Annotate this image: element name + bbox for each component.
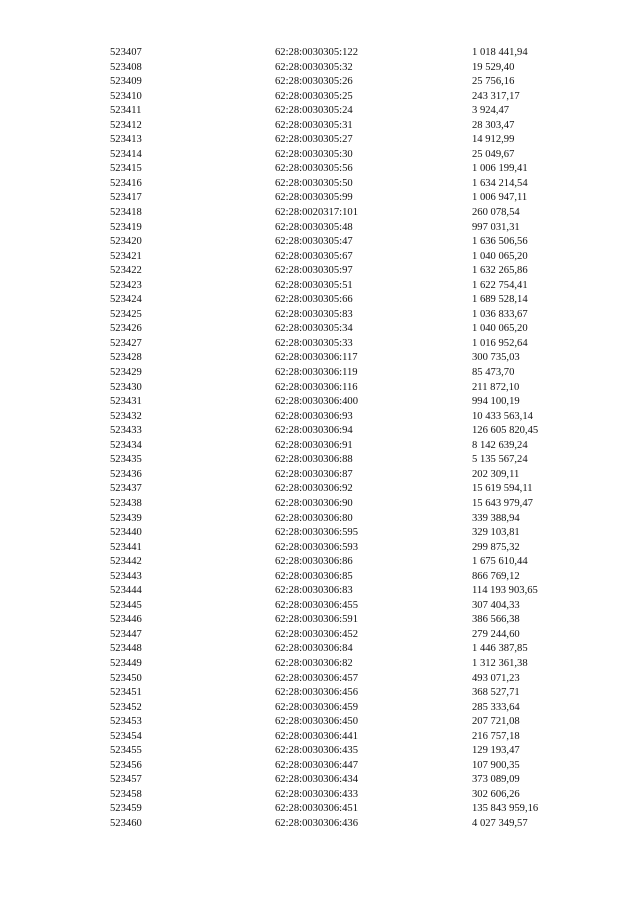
- row-number: 523446: [110, 614, 142, 626]
- cadastral-value: 1 036 833,67: [472, 308, 528, 320]
- cadastral-value: 10 433 563,14: [472, 410, 533, 422]
- cadastral-value: 1 006 947,11: [472, 192, 528, 204]
- table-row: [0, 570, 640, 585]
- cadastral-value: 207 721,08: [472, 716, 520, 728]
- table-row: [0, 672, 640, 687]
- cadastral-number: 62:28:0030306:80: [275, 512, 353, 524]
- table-row: [0, 628, 640, 643]
- table-row: [0, 46, 640, 61]
- cadastral-number: 62:28:0030305:24: [275, 105, 353, 117]
- row-number: 523440: [110, 527, 142, 539]
- cadastral-value: 4 027 349,57: [472, 817, 528, 829]
- table-row: [0, 308, 640, 323]
- row-number: 523444: [110, 585, 142, 597]
- table-row: [0, 235, 640, 250]
- row-number: 523415: [110, 163, 142, 175]
- cadastral-value: 1 016 952,64: [472, 337, 528, 349]
- cadastral-value: 8 142 639,24: [472, 439, 528, 451]
- cadastral-value: 114 193 903,65: [472, 585, 538, 597]
- row-number: 523458: [110, 788, 142, 800]
- table-row: [0, 177, 640, 192]
- cadastral-value: 1 018 441,94: [472, 47, 528, 58]
- row-number: 523412: [110, 119, 142, 131]
- cadastral-value: 19 529,40: [472, 61, 515, 73]
- cadastral-value: 994 100,19: [472, 396, 520, 408]
- cadastral-value: 243 317,17: [472, 90, 520, 102]
- row-number: 523416: [110, 177, 142, 189]
- table-row: [0, 279, 640, 294]
- table-row: [0, 657, 640, 672]
- table-row: [0, 395, 640, 410]
- cadastral-value: 285 333,64: [472, 701, 520, 713]
- cadastral-value: 85 473,70: [472, 367, 515, 379]
- cadastral-number: 62:28:0030305:97: [275, 265, 353, 277]
- table-row: [0, 453, 640, 468]
- table-row: [0, 439, 640, 454]
- table-row: [0, 366, 640, 381]
- table-row: [0, 599, 640, 614]
- cadastral-value: 1 040 065,20: [472, 323, 528, 335]
- cadastral-number: 62:28:0030305:122: [275, 47, 358, 58]
- row-number: 523409: [110, 76, 142, 88]
- cadastral-value: 3 924,47: [472, 105, 510, 117]
- cadastral-number: 62:28:0030305:50: [275, 177, 353, 189]
- table-row: [0, 584, 640, 599]
- row-number: 523432: [110, 410, 142, 422]
- row-number: 523430: [110, 381, 142, 393]
- cadastral-number: 62:28:0030306:436: [275, 817, 358, 829]
- cadastral-number: 62:28:0030305:83: [275, 308, 353, 320]
- cadastral-value: 386 566,38: [472, 614, 520, 626]
- row-number: 523413: [110, 134, 142, 146]
- cadastral-number: 62:28:0030306:447: [275, 759, 358, 771]
- row-number: 523456: [110, 759, 142, 771]
- table-row: [0, 512, 640, 527]
- cadastral-value: 15 643 979,47: [472, 497, 533, 509]
- cadastral-number: 62:28:0030305:30: [275, 148, 353, 160]
- table-row: [0, 526, 640, 541]
- row-number: 523459: [110, 803, 142, 815]
- cadastral-value-table: [0, 46, 640, 832]
- table-row: [0, 119, 640, 134]
- table-row: [0, 817, 640, 832]
- row-number: 523428: [110, 352, 142, 364]
- cadastral-number: 62:28:0030306:434: [275, 774, 358, 786]
- row-number: 523438: [110, 497, 142, 509]
- cadastral-value: 299 875,32: [472, 541, 520, 553]
- cadastral-value: 28 303,47: [472, 119, 515, 131]
- table-row: [0, 191, 640, 206]
- cadastral-value: 1 689 528,14: [472, 294, 528, 306]
- cadastral-number: 62:28:0030306:116: [275, 381, 358, 393]
- row-number: 523445: [110, 599, 142, 611]
- row-number: 523426: [110, 323, 142, 335]
- row-number: 523410: [110, 90, 142, 102]
- cadastral-value: 368 527,71: [472, 687, 520, 699]
- cadastral-number: 62:28:0030306:433: [275, 788, 358, 800]
- row-number: 523418: [110, 207, 142, 219]
- cadastral-number: 62:28:0030306:441: [275, 730, 358, 742]
- cadastral-value: 279 244,60: [472, 628, 520, 640]
- cadastral-value: 1 040 065,20: [472, 250, 528, 262]
- cadastral-number: 62:28:0030305:31: [275, 119, 353, 131]
- cadastral-number: 62:28:0030306:456: [275, 687, 358, 699]
- table-row: [0, 773, 640, 788]
- cadastral-number: 62:28:0030305:26: [275, 76, 353, 88]
- row-number: 523449: [110, 657, 142, 669]
- cadastral-value: 107 900,35: [472, 759, 520, 771]
- cadastral-number: 62:28:0030305:47: [275, 236, 353, 248]
- cadastral-number: 62:28:0030305:27: [275, 134, 353, 146]
- table-row: [0, 90, 640, 105]
- table-row: [0, 468, 640, 483]
- cadastral-value: 5 135 567,24: [472, 454, 528, 466]
- cadastral-value: 329 103,81: [472, 527, 520, 539]
- row-number: 523451: [110, 687, 142, 699]
- row-number: 523431: [110, 396, 142, 408]
- table-row: [0, 715, 640, 730]
- cadastral-number: 62:28:0020317:101: [275, 207, 358, 219]
- cadastral-value: 300 735,03: [472, 352, 520, 364]
- cadastral-value: 202 309,11: [472, 468, 520, 480]
- cadastral-value: 129 193,47: [472, 745, 520, 757]
- table-row: [0, 264, 640, 279]
- cadastral-value: 1 006 199,41: [472, 163, 528, 175]
- cadastral-value: 1 632 265,86: [472, 265, 528, 277]
- cadastral-value: 135 843 959,16: [472, 803, 539, 815]
- table-row: [0, 497, 640, 512]
- cadastral-number: 62:28:0030305:33: [275, 337, 353, 349]
- cadastral-number: 62:28:0030306:452: [275, 628, 358, 640]
- cadastral-number: 62:28:0030306:88: [275, 454, 353, 466]
- cadastral-number: 62:28:0030306:593: [275, 541, 358, 553]
- row-number: 523407: [110, 47, 142, 58]
- table-row: [0, 642, 640, 657]
- cadastral-value: 1 675 610,44: [472, 556, 528, 568]
- row-number: 523424: [110, 294, 142, 306]
- row-number: 523425: [110, 308, 142, 320]
- table-row: [0, 410, 640, 425]
- cadastral-value: 25 049,67: [472, 148, 515, 160]
- row-number: 523443: [110, 570, 142, 582]
- cadastral-value: 997 031,31: [472, 221, 520, 233]
- cadastral-value: 14 912,99: [472, 134, 515, 146]
- cadastral-number: 62:28:0030305:32: [275, 61, 353, 73]
- table-row: [0, 104, 640, 119]
- cadastral-number: 62:28:0030306:459: [275, 701, 358, 713]
- table-row: [0, 351, 640, 366]
- cadastral-value: 211 872,10: [472, 381, 520, 393]
- row-number: 523435: [110, 454, 142, 466]
- table-row: [0, 206, 640, 221]
- cadastral-value: 339 388,94: [472, 512, 520, 524]
- row-number: 523447: [110, 628, 142, 640]
- cadastral-value: 1 312 361,38: [472, 657, 528, 669]
- cadastral-number: 62:28:0030306:92: [275, 483, 353, 495]
- table-row: [0, 744, 640, 759]
- row-number: 523411: [110, 105, 142, 117]
- cadastral-number: 62:28:0030306:435: [275, 745, 358, 757]
- cadastral-number: 62:28:0030305:51: [275, 279, 353, 291]
- cadastral-number: 62:28:0030306:591: [275, 614, 358, 626]
- row-number: 523460: [110, 817, 142, 829]
- cadastral-value: 216 757,18: [472, 730, 520, 742]
- cadastral-number: 62:28:0030306:83: [275, 585, 353, 597]
- table-row: [0, 802, 640, 817]
- cadastral-value: 302 606,26: [472, 788, 520, 800]
- table-row: [0, 788, 640, 803]
- table-row: [0, 148, 640, 163]
- cadastral-number: 62:28:0030306:400: [275, 396, 358, 408]
- row-number: 523423: [110, 279, 142, 291]
- cadastral-value: 1 636 506,56: [472, 236, 528, 248]
- cadastral-number: 62:28:0030306:87: [275, 468, 353, 480]
- table-row: [0, 61, 640, 76]
- cadastral-number: 62:28:0030306:450: [275, 716, 358, 728]
- table-row: [0, 424, 640, 439]
- row-number: 523434: [110, 439, 142, 451]
- row-number: 523457: [110, 774, 142, 786]
- row-number: 523450: [110, 672, 142, 684]
- row-number: 523455: [110, 745, 142, 757]
- row-number: 523427: [110, 337, 142, 349]
- table-row: [0, 730, 640, 745]
- cadastral-number: 62:28:0030306:86: [275, 556, 353, 568]
- cadastral-number: 62:28:0030306:85: [275, 570, 353, 582]
- cadastral-value: 373 089,09: [472, 774, 520, 786]
- cadastral-number: 62:28:0030306:457: [275, 672, 358, 684]
- table-row: [0, 759, 640, 774]
- row-number: 523408: [110, 61, 142, 73]
- cadastral-value: 1 446 387,85: [472, 643, 528, 655]
- cadastral-number: 62:28:0030305:99: [275, 192, 353, 204]
- cadastral-value: 25 756,16: [472, 76, 515, 88]
- cadastral-value: 1 634 214,54: [472, 177, 528, 189]
- cadastral-number: 62:28:0030306:84: [275, 643, 353, 655]
- row-number: 523414: [110, 148, 142, 160]
- cadastral-number: 62:28:0030306:119: [275, 367, 358, 379]
- table-row: [0, 381, 640, 396]
- row-number: 523421: [110, 250, 142, 262]
- table-row: [0, 613, 640, 628]
- cadastral-number: 62:28:0030305:34: [275, 323, 353, 335]
- row-number: 523448: [110, 643, 142, 655]
- row-number: 523452: [110, 701, 142, 713]
- table-row: [0, 701, 640, 716]
- cadastral-number: 62:28:0030305:66: [275, 294, 353, 306]
- row-number: 523417: [110, 192, 142, 204]
- row-number: 523439: [110, 512, 142, 524]
- cadastral-value: 866 769,12: [472, 570, 520, 582]
- cadastral-number: 62:28:0030305:25: [275, 90, 353, 102]
- row-number: 523437: [110, 483, 142, 495]
- row-number: 523429: [110, 367, 142, 379]
- cadastral-number: 62:28:0030306:595: [275, 527, 358, 539]
- row-number: 523454: [110, 730, 142, 742]
- cadastral-value: 307 404,33: [472, 599, 520, 611]
- cadastral-number: 62:28:0030306:455: [275, 599, 358, 611]
- cadastral-value: 126 605 820,45: [472, 425, 539, 437]
- row-number: 523453: [110, 716, 142, 728]
- row-number: 523433: [110, 425, 142, 437]
- cadastral-number: 62:28:0030306:91: [275, 439, 353, 451]
- row-number: 523420: [110, 236, 142, 248]
- cadastral-number: 62:28:0030306:82: [275, 657, 353, 669]
- cadastral-value: 260 078,54: [472, 207, 520, 219]
- cadastral-number: 62:28:0030306:93: [275, 410, 353, 422]
- table-row: [0, 322, 640, 337]
- cadastral-value: 15 619 594,11: [472, 483, 533, 495]
- row-number: 523442: [110, 556, 142, 568]
- cadastral-number: 62:28:0030306:94: [275, 425, 353, 437]
- cadastral-number: 62:28:0030306:90: [275, 497, 353, 509]
- table-row: [0, 221, 640, 236]
- cadastral-number: 62:28:0030305:56: [275, 163, 353, 175]
- cadastral-value: 1 622 754,41: [472, 279, 528, 291]
- table-row: [0, 293, 640, 308]
- table-row: [0, 75, 640, 90]
- cadastral-number: 62:28:0030305:67: [275, 250, 353, 262]
- row-number: 523419: [110, 221, 142, 233]
- table-row: [0, 482, 640, 497]
- row-number: 523441: [110, 541, 142, 553]
- row-number: 523436: [110, 468, 142, 480]
- cadastral-value: 493 071,23: [472, 672, 520, 684]
- cadastral-number: 62:28:0030306:117: [275, 352, 358, 364]
- table-row: [0, 686, 640, 701]
- row-number: 523422: [110, 265, 142, 277]
- table-row: [0, 162, 640, 177]
- cadastral-number: 62:28:0030306:451: [275, 803, 358, 815]
- table-row: [0, 250, 640, 265]
- cadastral-number: 62:28:0030305:48: [275, 221, 353, 233]
- table-row: [0, 555, 640, 570]
- table-row: [0, 541, 640, 556]
- table-row: [0, 337, 640, 352]
- table-row: [0, 133, 640, 148]
